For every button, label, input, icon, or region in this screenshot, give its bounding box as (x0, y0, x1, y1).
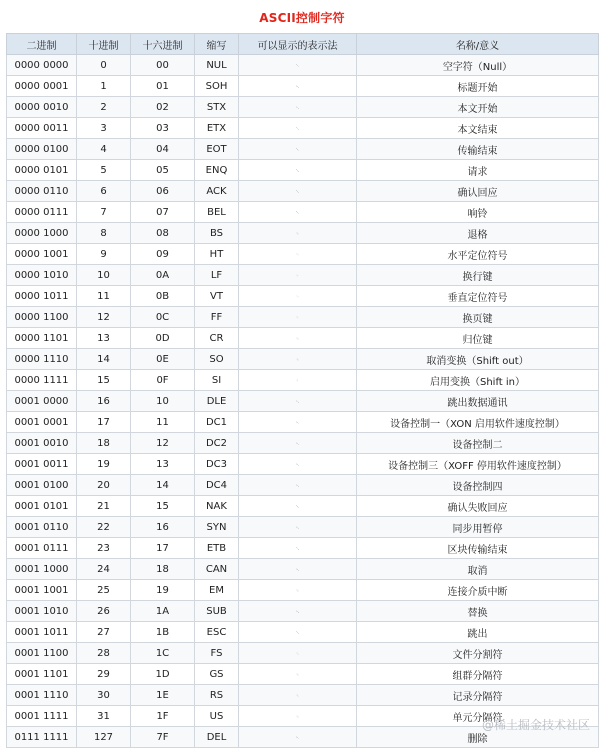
cell-binary: 0001 1010 (7, 601, 77, 622)
cell-decimal: 11 (77, 286, 131, 307)
cell-name: 换页键 (357, 307, 599, 328)
cell-hex: 01 (131, 76, 195, 97)
table-row (7, 559, 599, 580)
cell-name: 水平定位符号 (357, 244, 599, 265)
cell-abbr: FS (195, 643, 239, 664)
cell-binary: 0001 0101 (7, 496, 77, 517)
table-row (7, 307, 599, 328)
table-row (7, 412, 599, 433)
cell-repr: ␝ (239, 664, 357, 685)
cell-name: 退格 (357, 223, 599, 244)
cell-abbr: FF (195, 307, 239, 328)
cell-decimal: 28 (77, 643, 131, 664)
cell-name: 换行键 (357, 265, 599, 286)
cell-name: 连接介质中断 (357, 580, 599, 601)
table-row (7, 265, 599, 286)
cell-name: 记录分隔符 (357, 685, 599, 706)
cell-repr: ␇ (239, 202, 357, 223)
cell-decimal: 6 (77, 181, 131, 202)
cell-abbr: SI (195, 370, 239, 391)
table-row (7, 97, 599, 118)
cell-repr: ␜ (239, 643, 357, 664)
cell-abbr: ETX (195, 118, 239, 139)
cell-abbr: DC3 (195, 454, 239, 475)
header-binary: 二进制 (7, 34, 77, 55)
cell-abbr: RS (195, 685, 239, 706)
cell-hex: 19 (131, 580, 195, 601)
page-title: ASCII控制字符 (259, 11, 345, 25)
cell-repr: ␈ (239, 223, 357, 244)
cell-binary: 0000 1000 (7, 223, 77, 244)
cell-abbr: SYN (195, 517, 239, 538)
cell-hex: 1D (131, 664, 195, 685)
cell-abbr: BS (195, 223, 239, 244)
cell-repr: ␕ (239, 496, 357, 517)
header-repr: 可以显示的表示法 (239, 34, 357, 55)
cell-repr: ␗ (239, 538, 357, 559)
cell-decimal: 19 (77, 454, 131, 475)
cell-abbr: HT (195, 244, 239, 265)
cell-abbr: DC4 (195, 475, 239, 496)
cell-abbr: ENQ (195, 160, 239, 181)
cell-binary: 0000 1110 (7, 349, 77, 370)
cell-repr: ␂ (239, 97, 357, 118)
cell-name: 取消 (357, 559, 599, 580)
header-abbr: 缩写 (195, 34, 239, 55)
cell-hex: 09 (131, 244, 195, 265)
cell-abbr: ACK (195, 181, 239, 202)
cell-abbr: STX (195, 97, 239, 118)
cell-repr: ␔ (239, 475, 357, 496)
cell-name: 空字符（Null） (357, 55, 599, 76)
cell-abbr: DC1 (195, 412, 239, 433)
cell-hex: 0E (131, 349, 195, 370)
cell-binary: 0000 0001 (7, 76, 77, 97)
cell-binary: 0000 1011 (7, 286, 77, 307)
cell-decimal: 30 (77, 685, 131, 706)
table-row (7, 139, 599, 160)
cell-binary: 0000 0110 (7, 181, 77, 202)
cell-decimal: 23 (77, 538, 131, 559)
cell-abbr: VT (195, 286, 239, 307)
cell-abbr: DC2 (195, 433, 239, 454)
cell-decimal: 14 (77, 349, 131, 370)
cell-name: 替换 (357, 601, 599, 622)
cell-hex: 14 (131, 475, 195, 496)
cell-binary: 0001 0100 (7, 475, 77, 496)
cell-decimal: 29 (77, 664, 131, 685)
cell-repr: ␚ (239, 601, 357, 622)
cell-binary: 0001 1100 (7, 643, 77, 664)
cell-repr: ␓ (239, 454, 357, 475)
cell-name: 归位键 (357, 328, 599, 349)
cell-decimal: 15 (77, 370, 131, 391)
table-row (7, 517, 599, 538)
table-row (7, 349, 599, 370)
cell-hex: 7F (131, 727, 195, 748)
cell-decimal: 3 (77, 118, 131, 139)
cell-binary: 0001 1001 (7, 580, 77, 601)
cell-decimal: 4 (77, 139, 131, 160)
table-row (7, 181, 599, 202)
cell-name: 传输结束 (357, 139, 599, 160)
table-row (7, 370, 599, 391)
cell-repr: ␋ (239, 286, 357, 307)
cell-decimal: 9 (77, 244, 131, 265)
cell-abbr: BEL (195, 202, 239, 223)
cell-hex: 0F (131, 370, 195, 391)
cell-decimal: 18 (77, 433, 131, 454)
cell-repr: ␍ (239, 328, 357, 349)
cell-binary: 0001 0011 (7, 454, 77, 475)
cell-decimal: 27 (77, 622, 131, 643)
cell-name: 组群分隔符 (357, 664, 599, 685)
cell-hex: 1B (131, 622, 195, 643)
cell-name: 同步用暂停 (357, 517, 599, 538)
cell-abbr: DLE (195, 391, 239, 412)
cell-name: 确认回应 (357, 181, 599, 202)
header-hex: 十六进制 (131, 34, 195, 55)
cell-repr: ␏ (239, 370, 357, 391)
cell-name: 跳出数据通讯 (357, 391, 599, 412)
cell-abbr: CAN (195, 559, 239, 580)
cell-hex: 17 (131, 538, 195, 559)
cell-hex: 0A (131, 265, 195, 286)
cell-repr: ␒ (239, 433, 357, 454)
cell-repr: ␞ (239, 685, 357, 706)
table-row (7, 391, 599, 412)
cell-hex: 04 (131, 139, 195, 160)
cell-decimal: 0 (77, 55, 131, 76)
cell-repr: ␖ (239, 517, 357, 538)
cell-hex: 11 (131, 412, 195, 433)
cell-hex: 16 (131, 517, 195, 538)
cell-decimal: 7 (77, 202, 131, 223)
cell-name: 响铃 (357, 202, 599, 223)
table-row (7, 622, 599, 643)
cell-binary: 0001 0111 (7, 538, 77, 559)
cell-name: 设备控制四 (357, 475, 599, 496)
cell-binary: 0001 1110 (7, 685, 77, 706)
cell-binary: 0000 1001 (7, 244, 77, 265)
cell-binary: 0000 1111 (7, 370, 77, 391)
cell-decimal: 1 (77, 76, 131, 97)
table-row (7, 664, 599, 685)
table-row (7, 160, 599, 181)
cell-repr: ␃ (239, 118, 357, 139)
cell-abbr: SOH (195, 76, 239, 97)
table-row (7, 496, 599, 517)
table-row (7, 538, 599, 559)
table-row (7, 580, 599, 601)
cell-hex: 03 (131, 118, 195, 139)
cell-hex: 07 (131, 202, 195, 223)
cell-binary: 0001 0010 (7, 433, 77, 454)
cell-abbr: ETB (195, 538, 239, 559)
table-row (7, 286, 599, 307)
cell-name: 单元分隔符 (357, 706, 599, 727)
cell-name: 区块传输结束 (357, 538, 599, 559)
cell-repr: ␎ (239, 349, 357, 370)
cell-decimal: 13 (77, 328, 131, 349)
cell-name: 垂直定位符号 (357, 286, 599, 307)
watermark: @稀土掘金技术社区 (481, 718, 590, 732)
cell-repr: ␛ (239, 622, 357, 643)
cell-hex: 1A (131, 601, 195, 622)
cell-decimal: 12 (77, 307, 131, 328)
header-name: 名称/意义 (357, 34, 599, 55)
cell-hex: 1E (131, 685, 195, 706)
cell-abbr: EOT (195, 139, 239, 160)
table-row (7, 328, 599, 349)
cell-hex: 00 (131, 55, 195, 76)
cell-repr: ␌ (239, 307, 357, 328)
cell-binary: 0000 1010 (7, 265, 77, 286)
cell-decimal: 31 (77, 706, 131, 727)
cell-hex: 0C (131, 307, 195, 328)
cell-name: 跳出 (357, 622, 599, 643)
cell-binary: 0001 0110 (7, 517, 77, 538)
cell-repr: ␆ (239, 181, 357, 202)
cell-abbr: US (195, 706, 239, 727)
table-row (7, 76, 599, 97)
cell-hex: 13 (131, 454, 195, 475)
cell-binary: 0000 1101 (7, 328, 77, 349)
cell-name: 标题开始 (357, 76, 599, 97)
table-row (7, 202, 599, 223)
cell-name: 取消变换（Shift out） (357, 349, 599, 370)
cell-repr: ␀ (239, 55, 357, 76)
cell-abbr: ESC (195, 622, 239, 643)
cell-decimal: 10 (77, 265, 131, 286)
header-decimal: 十进制 (77, 34, 131, 55)
table-row (7, 643, 599, 664)
cell-name: 请求 (357, 160, 599, 181)
cell-binary: 0000 1100 (7, 307, 77, 328)
cell-binary: 0000 0111 (7, 202, 77, 223)
cell-binary: 0111 1111 (7, 727, 77, 748)
cell-hex: 06 (131, 181, 195, 202)
cell-hex: 08 (131, 223, 195, 244)
table-row (7, 433, 599, 454)
cell-name: 设备控制三（XOFF 停用软件速度控制） (357, 454, 599, 475)
table-row (7, 244, 599, 265)
cell-hex: 12 (131, 433, 195, 454)
cell-binary: 0001 1000 (7, 559, 77, 580)
table-row (7, 223, 599, 244)
cell-decimal: 22 (77, 517, 131, 538)
table-header-row (7, 34, 599, 55)
cell-repr: ␘ (239, 559, 357, 580)
cell-abbr: SO (195, 349, 239, 370)
cell-abbr: DEL (195, 727, 239, 748)
cell-name: 设备控制一（XON 启用软件速度控制） (357, 412, 599, 433)
cell-hex: 1F (131, 706, 195, 727)
cell-hex: 10 (131, 391, 195, 412)
ascii-control-table (6, 33, 599, 748)
cell-hex: 0D (131, 328, 195, 349)
cell-repr: ␑ (239, 412, 357, 433)
table-row (7, 454, 599, 475)
cell-name: 本文开始 (357, 97, 599, 118)
cell-repr: ␁ (239, 76, 357, 97)
cell-binary: 0000 0010 (7, 97, 77, 118)
cell-repr: ␄ (239, 139, 357, 160)
cell-binary: 0001 0001 (7, 412, 77, 433)
cell-abbr: GS (195, 664, 239, 685)
cell-hex: 18 (131, 559, 195, 580)
cell-binary: 0001 0000 (7, 391, 77, 412)
cell-name: 删除 (357, 727, 599, 748)
cell-abbr: SUB (195, 601, 239, 622)
cell-hex: 05 (131, 160, 195, 181)
cell-decimal: 24 (77, 559, 131, 580)
table-row (7, 55, 599, 76)
table-row (7, 601, 599, 622)
cell-abbr: CR (195, 328, 239, 349)
table-row (7, 475, 599, 496)
cell-decimal: 2 (77, 97, 131, 118)
cell-decimal: 21 (77, 496, 131, 517)
cell-name: 设备控制二 (357, 433, 599, 454)
cell-repr: ␐ (239, 391, 357, 412)
cell-decimal: 17 (77, 412, 131, 433)
cell-decimal: 26 (77, 601, 131, 622)
cell-binary: 0000 0011 (7, 118, 77, 139)
cell-decimal: 127 (77, 727, 131, 748)
cell-abbr: NUL (195, 55, 239, 76)
cell-name: 本文结束 (357, 118, 599, 139)
cell-abbr: NAK (195, 496, 239, 517)
cell-decimal: 25 (77, 580, 131, 601)
cell-name: 启用变换（Shift in） (357, 370, 599, 391)
table-row (7, 118, 599, 139)
table-row (7, 685, 599, 706)
cell-hex: 02 (131, 97, 195, 118)
cell-repr: ␟ (239, 706, 357, 727)
cell-hex: 15 (131, 496, 195, 517)
cell-binary: 0001 1111 (7, 706, 77, 727)
cell-binary: 0000 0000 (7, 55, 77, 76)
cell-binary: 0001 1101 (7, 664, 77, 685)
cell-repr: ␡ (239, 727, 357, 748)
cell-decimal: 16 (77, 391, 131, 412)
cell-repr: ␅ (239, 160, 357, 181)
cell-repr: ␙ (239, 580, 357, 601)
cell-hex: 1C (131, 643, 195, 664)
cell-decimal: 5 (77, 160, 131, 181)
cell-repr: ␉ (239, 244, 357, 265)
cell-decimal: 8 (77, 223, 131, 244)
cell-name: 确认失败回应 (357, 496, 599, 517)
cell-name: 文件分割符 (357, 643, 599, 664)
cell-repr: ␊ (239, 265, 357, 286)
cell-binary: 0000 0100 (7, 139, 77, 160)
cell-abbr: EM (195, 580, 239, 601)
cell-binary: 0000 0101 (7, 160, 77, 181)
cell-abbr: LF (195, 265, 239, 286)
cell-decimal: 20 (77, 475, 131, 496)
cell-binary: 0001 1011 (7, 622, 77, 643)
cell-hex: 0B (131, 286, 195, 307)
